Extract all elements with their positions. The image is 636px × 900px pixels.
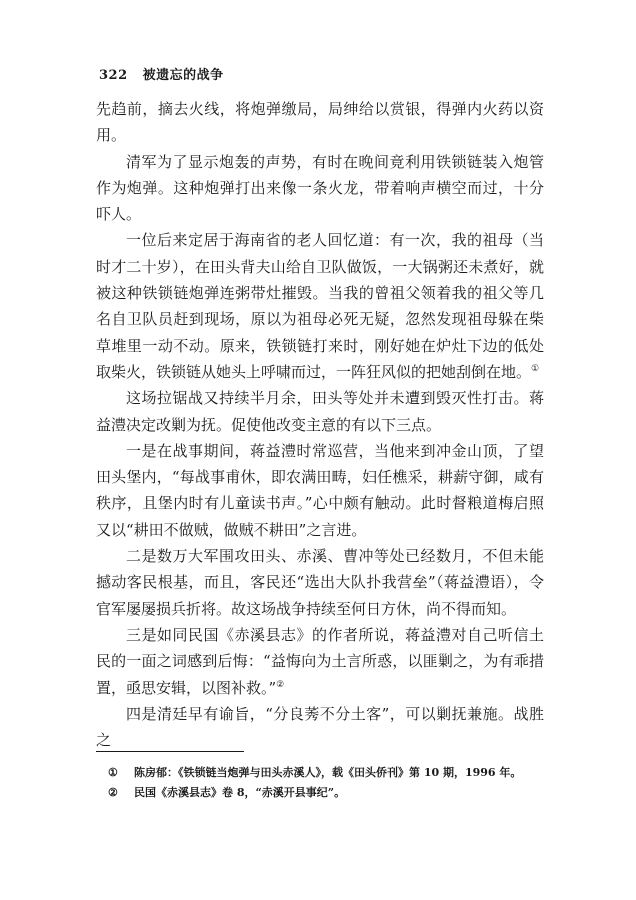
paragraph-text: 四是清廷早有谕旨，“分良莠不分土客”，可以剿抚兼施。战胜之 — [96, 704, 544, 750]
paragraph-text: 清军为了显示炮轰的声势，有时在晚间竟利用铁锁链装入炮管作为炮弹。这种炮弹打出来像一条火龙，带着响声横空而过，十分吓人。 — [96, 152, 544, 224]
paragraph — [96, 385, 544, 438]
footnote — [108, 763, 548, 783]
page-number: 322 — [99, 68, 128, 83]
paragraph — [96, 438, 544, 543]
paragraph — [96, 543, 544, 622]
paragraph — [96, 96, 544, 149]
paragraph — [96, 622, 544, 701]
footnote-reference[interactable]: ① — [531, 363, 540, 374]
paragraph-text: 二是数万大军围攻田头、赤溪、曹冲等处已经数月，不但未能撼动客民根基，而且，客民还“选出大队扑我营垒”（蒋益澧语），令官军屡屡损兵折将。故这场战争持续至何日方休，尚不得而知。 — [96, 547, 544, 618]
paragraph-text: 三是如同民国《赤溪县志》的作者所说，蒋益澧对自己听信土民的一面之词感到后悔：“益悔向为土言所惑，以匪剿之，为有乖措置，亟思安辑，以图补救。” — [96, 625, 544, 697]
paragraph — [96, 227, 544, 385]
footnote — [108, 783, 548, 803]
footnotes — [108, 763, 548, 803]
paragraph-text: 先趋前，摘去火线，将炮弹缴局，局绅给以赏银，得弹内火药以资用。 — [96, 100, 544, 145]
paragraph-text: 一位后来定居于海南省的老人回忆道：有一次，我的祖母（当时才二十岁），在田头背夫山给自卫队做饭，一大锅粥还未煮好，就被这种铁锁链炮弹连粥带灶摧毁。当我的曾祖父领着我的祖父等几名自卫队员赶到现场，原以为祖母必死无疑，忽然发现祖母躲在柴草堆里一动不动。原来，铁锁链打来时，刚好她在炉灶下边的低处取柴火，铁锁链从她头上呼啸而过，一阵狂风似的把她刮倒在地。 — [96, 231, 544, 381]
footnote-text: 民国《赤溪县志》卷 8，“赤溪开县事纪”。 — [134, 786, 346, 799]
book-title: 被遗忘的战争 — [142, 68, 224, 83]
paragraph-text: 一是在战事期间，蒋益澧时常巡营，当他来到冲金山顶，了望田头堡内，“每战事甫休，即农满田畴，妇任樵采，耕薪守御，咸有秩序，且堡内时有儿童读书声。”心中颇有触动。此时督粮道梅启照又以“耕田不做贼，做贼不耕田”之言进。 — [96, 441, 544, 539]
footnote-mark: ② — [108, 786, 118, 799]
paragraph-text: 这场拉锯战又持续半月余，田头等处并未遭到毁灭性打击。蒋益澧决定改剿为抚。促使他改变主意的有以下三点。 — [96, 389, 544, 434]
paragraph — [96, 149, 544, 228]
running-head — [99, 64, 224, 83]
footnote-divider — [96, 751, 244, 752]
footnote-mark: ① — [108, 766, 118, 779]
footnote-text: 陈房郁：《铁锁链当炮弹与田头赤溪人》，载《田头侨刊》第 10 期，1996 年。 — [134, 766, 522, 779]
footnote-reference[interactable]: ② — [276, 679, 285, 690]
body-text — [96, 96, 544, 753]
paragraph — [96, 701, 544, 754]
